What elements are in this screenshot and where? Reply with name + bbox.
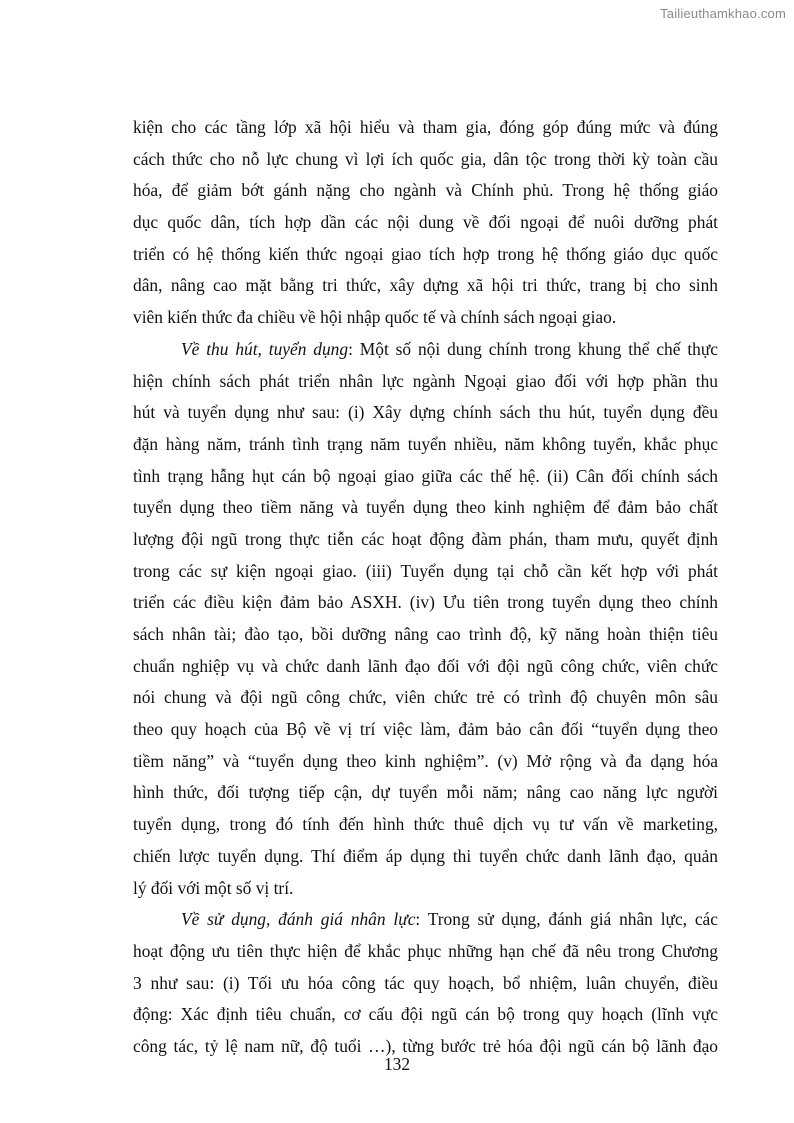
paragraph-2 [133, 334, 718, 904]
text-line: dân, nâng cao mặt bằng tri thức, xây dựng xã hội tri thức, trang bị cho sinh [133, 275, 718, 296]
first-line-text: : Một số nội dung chính trong khung thể chế thực [348, 338, 718, 359]
text-line: tình trạng hẫng hụt cán bộ ngoại giao giữa các thế hệ. (ii) Cân đối chính sách [133, 465, 718, 486]
paragraph-first-line [133, 334, 718, 366]
text-line: sách nhân tài; đào tạo, bồi dưỡng nâng cao trình độ, kỹ năng hoàn thiện tiêu [133, 624, 718, 644]
text-line: triển có hệ thống kiến thức ngoại giao tích hợp trong hệ thống giáo dục quốc [133, 243, 718, 264]
text-line: hoạt động ưu tiên thực hiện để khắc phục những hạn chế đã nêu trong Chương [133, 940, 718, 961]
first-line-text: : Trong sử dụng, đánh giá nhân lực, các [415, 909, 718, 930]
text-line: chiến lược tuyển dụng. Thí điểm áp dụng thi tuyển chức danh lãnh đạo, quản [133, 845, 718, 866]
text-line: hóa, để giảm bớt gánh nặng cho ngành và Chính phủ. Trong hệ thống giáo [133, 180, 718, 201]
text-line: theo quy hoạch của Bộ về vị trí việc làm, đảm bảo cân đối “tuyển dụng theo [133, 719, 718, 740]
watermark-text: Tailieuthamkhao.com [660, 6, 786, 21]
text-line: đặn hàng năm, tránh tình trạng năm tuyển nhiều, năm không tuyển, khắc phục [133, 433, 718, 454]
text-line: hình thức, đối tượng tiếp cận, dự tuyển mỗi năm; nâng cao năng lực người [133, 782, 718, 803]
text-line: triển các điều kiện đảm bảo ASXH. (iv) Ưu tiên trong tuyển dụng theo chính [133, 592, 718, 613]
paragraph-3 [133, 904, 718, 1062]
section-lead-heading: Về thu hút, tuyển dụng [181, 338, 349, 359]
text-line: cách thức cho nỗ lực chung vì lợi ích quốc gia, dân tộc trong thời kỳ toàn cầu [133, 148, 718, 169]
text-line: dục quốc dân, tích hợp dần các nội dung về đối ngoại để nuôi dưỡng phát [133, 212, 718, 233]
text-line: trong các sự kiện ngoại giao. (iii) Tuyển dụng tại chỗ cần kết hợp với phát [133, 560, 718, 581]
document-body [133, 112, 718, 1063]
text-line: chuẩn nghiệp vụ và chức danh lãnh đạo đối với đội ngũ công chức, viên chức [133, 655, 718, 676]
page-number: 132 [383, 1054, 411, 1074]
section-lead-heading: Về sử dụng, đánh giá nhân lực [181, 909, 416, 930]
text-line: tuyển dụng theo tiềm năng và tuyển dụng theo kinh nghiệm để đảm bảo chất [133, 497, 718, 518]
text-line: lý đối với một số vị trí. [133, 877, 294, 898]
text-line: hiện chính sách phát triển nhân lực ngành Ngoại giao đối với hợp phần thu [133, 370, 718, 391]
text-line: hút và tuyển dụng như sau: (i) Xây dựng chính sách thu hút, tuyển dụng đều [133, 402, 718, 423]
text-line: viên kiến thức đa chiều về hội nhập quốc tế và chính sách ngoại giao. [133, 307, 617, 328]
paragraph-1 [133, 112, 718, 334]
text-line: động: Xác định tiêu chuẩn, cơ cấu đội ngũ cán bộ trong quy hoạch (lĩnh vực [133, 1004, 718, 1025]
text-line: tuyển dụng, trong đó tính đến hình thức thuê dịch vụ tư vấn về marketing, [133, 814, 718, 835]
text-line: công tác, tỷ lệ nam nữ, độ tuổi …), từng bước trẻ hóa đội ngũ cán bộ lãnh đạo [133, 1035, 718, 1056]
text-line: kiện cho các tầng lớp xã hội hiểu và tham gia, đóng góp đúng mức và đúng [133, 117, 718, 137]
text-line: tiềm năng” và “tuyển dụng theo kinh nghiệm”. (v) Mở rộng và đa dạng hóa [133, 750, 718, 771]
text-line: nói chung và đội ngũ công chức, viên chức trẻ có trình độ chuyên môn sâu [133, 687, 718, 708]
paragraph-first-line [133, 904, 718, 936]
text-line: 3 như sau: (i) Tối ưu hóa công tác quy hoạch, bổ nhiệm, luân chuyển, điều [133, 972, 718, 993]
text-line: lượng đội ngũ trong thực tiễn các hoạt động đàm phán, tham mưu, quyết định [133, 528, 718, 549]
